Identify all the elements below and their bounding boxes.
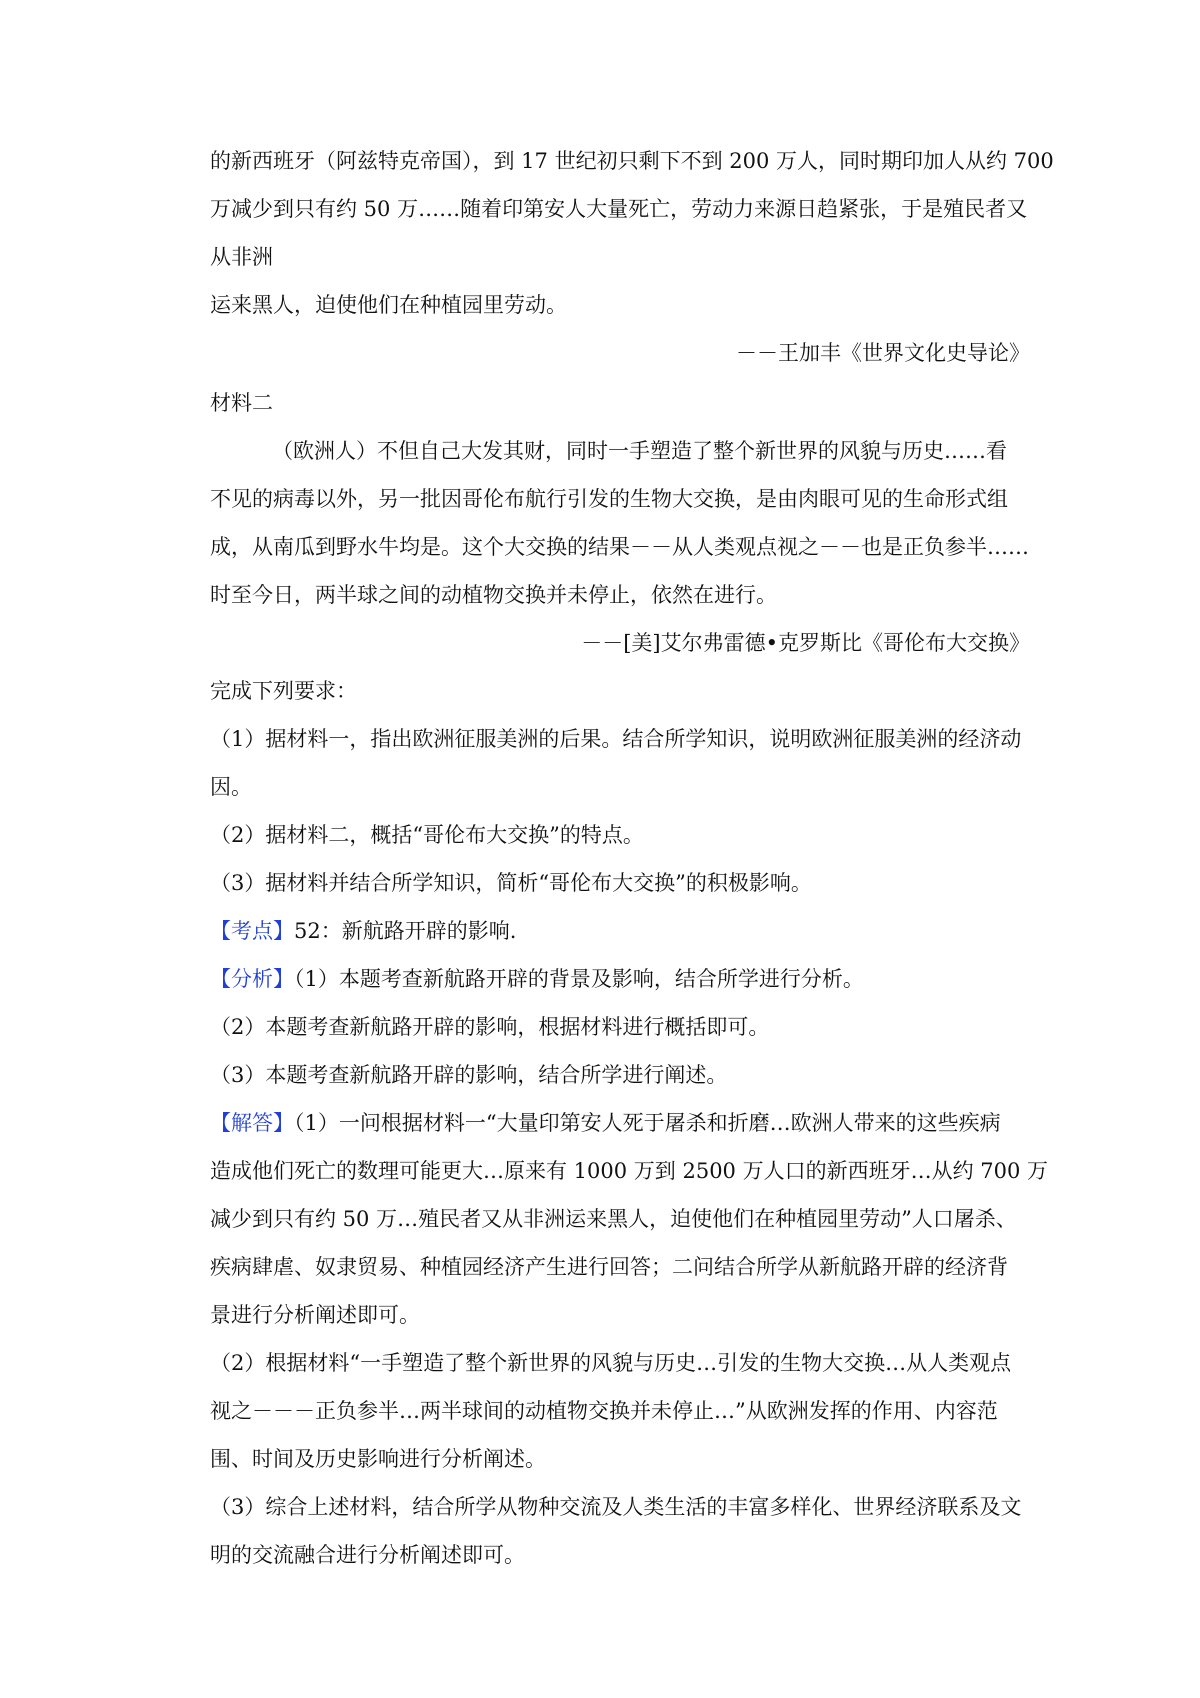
jieda-p2-line-3: 围、时间及历史影响进行分析阐述。 [210, 1447, 546, 1471]
jieda-p2-line-2: 视之－－－正负参半…两半球间的动植物交换并未停止…”从欧洲发挥的作用、内容范 [210, 1399, 998, 1423]
material-two-label: 材料二 [210, 391, 273, 415]
fenxi-line-2: （2）本题考查新航路开辟的影响，根据材料进行概括即可。 [210, 1015, 770, 1039]
jieda-p3-line-2: 明的交流融合进行分析阐述即可。 [210, 1543, 525, 1567]
fenxi-text: （1）本题考查新航路开辟的背景及影响，结合所学进行分析。 [294, 967, 864, 991]
material-two-line-4: 时至今日，两半球之间的动植物交换并未停止，依然在进行。 [210, 583, 777, 607]
jieda-p1-line-5: 景进行分析阐述即可。 [210, 1303, 420, 1327]
material-one-source: －－王加丰《世界文化史导论》 [736, 341, 1030, 365]
kaodian-tag: 【考点】 [210, 919, 294, 943]
requirements-intro: 完成下列要求： [210, 679, 357, 703]
fenxi-line-1 [210, 964, 864, 994]
material-one-line-1: 的新西班牙（阿兹特克帝国），到 17 世纪初只剩下不到 200 万人，同时期印加人从约 700 [210, 149, 1054, 173]
question-1-line-1: （1）据材料一，指出欧洲征服美洲的后果。结合所学知识，说明欧洲征服美洲的经济动 [210, 727, 1022, 751]
kaodian-text: 52：新航路开辟的影响. [294, 919, 517, 943]
jieda-first-text: （1）一问根据材料一“大量印第安人死于屠杀和折磨…欧洲人带来的这些疾病 [294, 1111, 1001, 1135]
jieda-p1-line-2: 造成他们死亡的数理可能更大…原来有 1000 万到 2500 万人口的新西班牙…从约 700 万 [210, 1159, 1049, 1183]
kaodian-line [210, 916, 516, 946]
jieda-p1-line-3: 减少到只有约 50 万…殖民者又从非洲运来黑人，迫使他们在种植园里劳动”人口屠杀、 [210, 1207, 1017, 1231]
material-two-source: －－[美]艾尔弗雷德•克罗斯比《哥伦布大交换》 [581, 631, 1030, 655]
jieda-p3-line-1: （3）综合上述材料，结合所学从物种交流及人类生活的丰富多样化、世界经济联系及文 [210, 1495, 1022, 1519]
material-two-line-1: （欧洲人）不但自己大发其财，同时一手塑造了整个新世界的风貌与历史……看 [272, 439, 1007, 463]
question-2: （2）据材料二，概括“哥伦布大交换”的特点。 [210, 823, 644, 847]
jieda-line-1 [210, 1108, 1001, 1138]
fenxi-tag: 【分析】 [210, 967, 294, 991]
question-1-line-2: 因。 [210, 775, 252, 799]
jieda-tag: 【解答】 [210, 1111, 294, 1135]
jieda-p2-line-1: （2）根据材料“一手塑造了整个新世界的风貌与历史…引发的生物大交换…从人类观点 [210, 1351, 1012, 1375]
question-3: （3）据材料并结合所学知识，简析“哥伦布大交换”的积极影响。 [210, 871, 812, 895]
material-one-line-4: 运来黑人，迫使他们在种植园里劳动。 [210, 293, 567, 317]
fenxi-line-3: （3）本题考查新航路开辟的影响，结合所学进行阐述。 [210, 1063, 728, 1087]
jieda-p1-line-4: 疾病肆虐、奴隶贸易、种植园经济产生进行回答；二问结合所学从新航路开辟的经济背 [210, 1255, 1008, 1279]
material-one-line-2: 万减少到只有约 50 万……随着印第安人大量死亡，劳动力来源日趋紧张，于是殖民者又 [210, 197, 1028, 221]
material-two-line-3: 成，从南瓜到野水牛均是。这个大交换的结果－－从人类观点视之－－也是正负参半…… [210, 535, 1029, 559]
material-two-line-2: 不见的病毒以外，另一批因哥伦布航行引发的生物大交换，是由肉眼可见的生命形式组 [210, 487, 1008, 511]
material-one-line-3: 从非洲 [210, 245, 273, 269]
